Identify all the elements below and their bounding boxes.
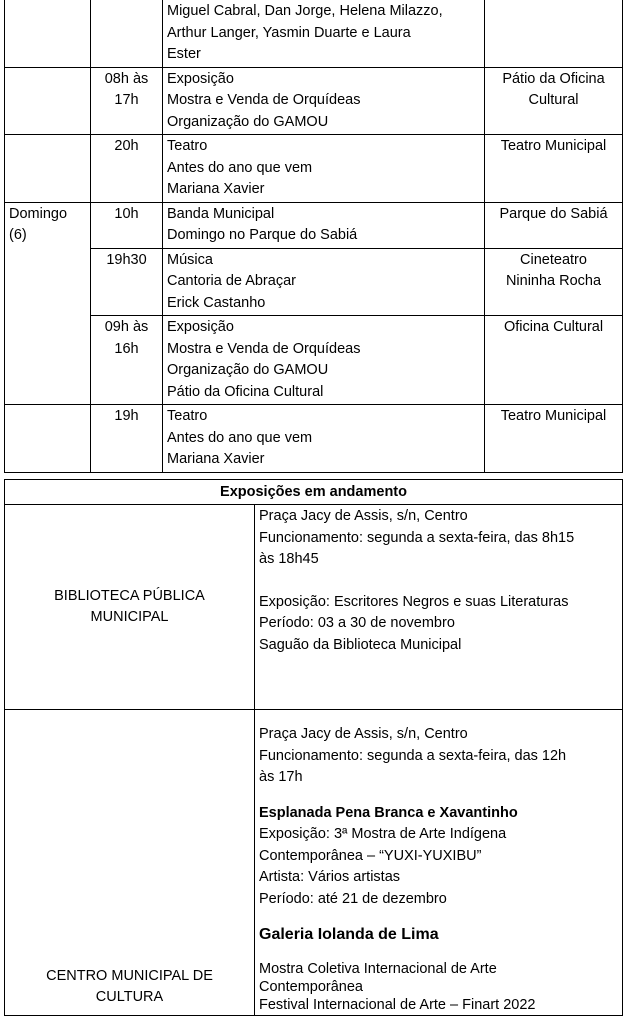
place-cell: Oficina Cultural (485, 316, 623, 405)
event-line: Organização do GAMOU (167, 362, 329, 378)
show-title: Mostra Coletiva Internacional de Arte (259, 960, 497, 977)
table-row (5, 710, 623, 1016)
event-cell (163, 67, 485, 135)
event-line: Erick Castanho (167, 294, 266, 311)
time-text: 08h às (104, 70, 149, 87)
day-label: Domingo (9, 205, 68, 222)
venue-hours: Funcionamento: segunda a sexta-feira, das 8h15 (259, 529, 575, 546)
table-row (5, 135, 623, 203)
exhibit-period: Período: até 21 de dezembro (259, 890, 447, 907)
venue-hours: às 17h (259, 769, 303, 785)
event-line: Antes do ano que vem (167, 159, 313, 176)
venue-name: MUNICIPAL (90, 609, 169, 625)
place-text: Cineteatro (520, 251, 587, 268)
event-line: Arthur Langer, Yasmin Duarte e Laura (167, 24, 411, 41)
event-line: Música (167, 251, 213, 268)
exhibit-period: Período: 03 a 30 de novembro (259, 615, 455, 631)
place-cell: Teatro Municipal (485, 135, 623, 203)
show-title: Contemporânea (259, 978, 363, 995)
event-line: Teatro (167, 138, 208, 154)
event-cell (163, 135, 485, 203)
event-cell (163, 405, 485, 473)
exhibit-title: Exposição: 3ª Mostra de Arte Indígena (259, 826, 507, 842)
space-title: Esplanada Pena Branca e Xavantinho (259, 804, 518, 821)
table-row (5, 316, 623, 405)
venue-name: CENTRO MUNICIPAL DE (46, 967, 213, 984)
event-line: Exposição (167, 319, 234, 335)
exhibit-artist: Artista: Vários artistas (259, 869, 401, 885)
event-line: Mostra e Venda de Orquídeas (167, 340, 361, 357)
event-line: Domingo no Parque do Sabiá (167, 227, 358, 243)
time-cell: 19h (91, 405, 163, 473)
exhibitions-header: Exposições em andamento (5, 480, 623, 505)
exhibitions-table (4, 479, 623, 1016)
table-row (5, 0, 623, 67)
time-cell: 20h (91, 135, 163, 203)
venue-name-cell (5, 710, 255, 1016)
event-line: Cantoria de Abraçar (167, 273, 296, 289)
exhibit-location: Saguão da Biblioteca Municipal (259, 636, 462, 653)
time-cell: 10h (91, 202, 163, 248)
venue-name: CULTURA (95, 989, 164, 1005)
table-row (5, 67, 623, 135)
event-line: Teatro (167, 408, 208, 424)
place-text: Nininha Rocha (505, 273, 602, 289)
venue-address: Praça Jacy de Assis, s/n, Centro (259, 508, 468, 524)
table-row (5, 202, 623, 248)
place-cell (485, 248, 623, 316)
time-cell (91, 316, 163, 405)
event-cell (163, 0, 485, 67)
table-row (5, 248, 623, 316)
venue-name-cell (5, 505, 255, 710)
event-line: Miguel Cabral, Dan Jorge, Helena Milazzo, (167, 3, 443, 19)
event-line: Pátio da Oficina Cultural (167, 383, 324, 400)
event-cell (163, 316, 485, 405)
event-line: Antes do ano que vem (167, 429, 313, 446)
venue-name: BIBLIOTECA PÚBLICA (54, 587, 205, 604)
day-number: (6) (9, 227, 27, 243)
event-cell (163, 202, 485, 248)
exhibit-title: Contemporânea – “YUXI-YUXIBU” (259, 847, 482, 864)
venue-hours: às 18h45 (259, 551, 319, 567)
show-title: Festival Internacional de Arte – Finart 2022 (259, 996, 536, 1013)
time-text: 16h (114, 340, 139, 357)
schedule-table (4, 0, 623, 473)
place-text: Pátio da Oficina (502, 70, 605, 87)
table-row (5, 505, 623, 710)
event-cell (163, 248, 485, 316)
event-line: Mariana Xavier (167, 451, 265, 467)
time-text: 17h (114, 92, 139, 108)
event-line: Organização do GAMOU (167, 113, 329, 130)
table-header-row (5, 480, 623, 505)
place-cell: Parque do Sabiá (485, 202, 623, 248)
space-title: Galeria Iolanda de Lima (259, 926, 439, 943)
event-line: Ester (167, 46, 201, 62)
venue-details-cell (255, 710, 623, 1016)
time-cell: 19h30 (91, 248, 163, 316)
event-line: Exposição (167, 70, 234, 87)
event-line: Mostra e Venda de Orquídeas (167, 92, 361, 108)
event-line: Mariana Xavier (167, 181, 265, 197)
table-row (5, 405, 623, 473)
time-text: 09h às (104, 319, 149, 335)
venue-hours: Funcionamento: segunda a sexta-feira, das 12h (259, 747, 567, 764)
place-cell: Teatro Municipal (485, 405, 623, 473)
venue-address: Praça Jacy de Assis, s/n, Centro (259, 726, 468, 742)
event-line: Banda Municipal (167, 205, 275, 222)
day-cell (5, 202, 91, 405)
venue-details-cell (255, 505, 623, 710)
place-text: Cultural (528, 92, 579, 108)
exhibit-title: Exposição: Escritores Negros e suas Literaturas (259, 593, 569, 610)
place-cell (485, 67, 623, 135)
time-cell (91, 67, 163, 135)
